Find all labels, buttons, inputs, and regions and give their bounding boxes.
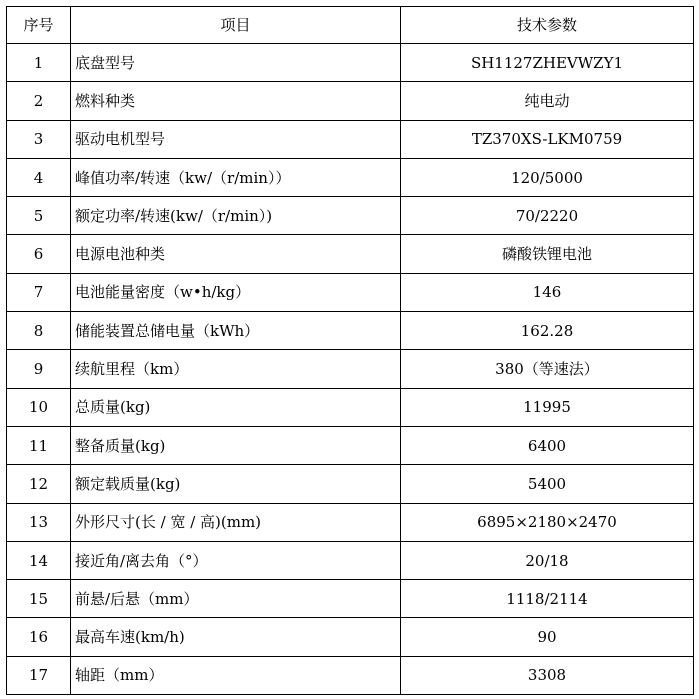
row-item: 峰值功率/转速（kw/（r/min）） <box>71 158 401 196</box>
table-row <box>7 350 694 388</box>
table-row <box>7 388 694 426</box>
table-row <box>7 273 694 311</box>
table-row <box>7 580 694 618</box>
table-row <box>7 465 694 503</box>
row-item: 接近角/离去角（°） <box>71 541 401 579</box>
row-value: 6895×2180×2470 <box>401 503 694 541</box>
row-item: 前悬/后悬（mm） <box>71 580 401 618</box>
row-value: TZ370XS-LKM0759 <box>401 120 694 158</box>
row-item: 最高车速(km/h) <box>71 618 401 656</box>
row-value: SH1127ZHEVWZY1 <box>401 44 694 82</box>
table-row <box>7 503 694 541</box>
row-value: 磷酸铁锂电池 <box>401 235 694 273</box>
row-value: 70/2220 <box>401 197 694 235</box>
header-index: 序号 <box>7 7 71 44</box>
row-index: 12 <box>7 465 71 503</box>
row-index: 9 <box>7 350 71 388</box>
spec-table-container <box>6 6 693 695</box>
spec-table <box>6 6 694 695</box>
row-item: 额定功率/转速(kw/（r/min）) <box>71 197 401 235</box>
row-index: 10 <box>7 388 71 426</box>
row-value: 1118/2114 <box>401 580 694 618</box>
row-item: 续航里程（km） <box>71 350 401 388</box>
table-row <box>7 235 694 273</box>
table-row <box>7 120 694 158</box>
table-body <box>7 44 694 695</box>
row-index: 6 <box>7 235 71 273</box>
header-item: 项目 <box>71 7 401 44</box>
row-index: 1 <box>7 44 71 82</box>
row-item: 电源电池种类 <box>71 235 401 273</box>
row-value: 146 <box>401 273 694 311</box>
row-index: 13 <box>7 503 71 541</box>
row-value: 120/5000 <box>401 158 694 196</box>
row-value: 162.28 <box>401 312 694 350</box>
row-index: 14 <box>7 541 71 579</box>
row-index: 5 <box>7 197 71 235</box>
row-index: 17 <box>7 656 71 694</box>
row-value: 纯电动 <box>401 82 694 120</box>
table-row <box>7 656 694 694</box>
row-index: 16 <box>7 618 71 656</box>
row-item: 额定载质量(kg) <box>71 465 401 503</box>
table-row <box>7 82 694 120</box>
header-value: 技术参数 <box>401 7 694 44</box>
row-index: 7 <box>7 273 71 311</box>
row-value: 90 <box>401 618 694 656</box>
table-row <box>7 44 694 82</box>
row-index: 15 <box>7 580 71 618</box>
row-item: 底盘型号 <box>71 44 401 82</box>
table-row <box>7 541 694 579</box>
row-value: 6400 <box>401 426 694 464</box>
table-row <box>7 312 694 350</box>
row-index: 11 <box>7 426 71 464</box>
table-row <box>7 158 694 196</box>
row-item: 整备质量(kg) <box>71 426 401 464</box>
row-index: 2 <box>7 82 71 120</box>
row-item: 轴距（mm） <box>71 656 401 694</box>
row-item: 总质量(kg) <box>71 388 401 426</box>
table-row <box>7 426 694 464</box>
row-value: 11995 <box>401 388 694 426</box>
row-value: 3308 <box>401 656 694 694</box>
row-item: 电池能量密度（w•h/kg） <box>71 273 401 311</box>
row-item: 燃料种类 <box>71 82 401 120</box>
row-value: 5400 <box>401 465 694 503</box>
row-value: 20/18 <box>401 541 694 579</box>
row-value: 380（等速法） <box>401 350 694 388</box>
table-row <box>7 618 694 656</box>
row-item: 外形尺寸(长 / 宽 / 高)(mm) <box>71 503 401 541</box>
row-index: 4 <box>7 158 71 196</box>
row-index: 8 <box>7 312 71 350</box>
row-index: 3 <box>7 120 71 158</box>
table-row <box>7 197 694 235</box>
row-item: 驱动电机型号 <box>71 120 401 158</box>
row-item: 储能装置总储电量（kWh） <box>71 312 401 350</box>
table-header-row <box>7 7 694 44</box>
